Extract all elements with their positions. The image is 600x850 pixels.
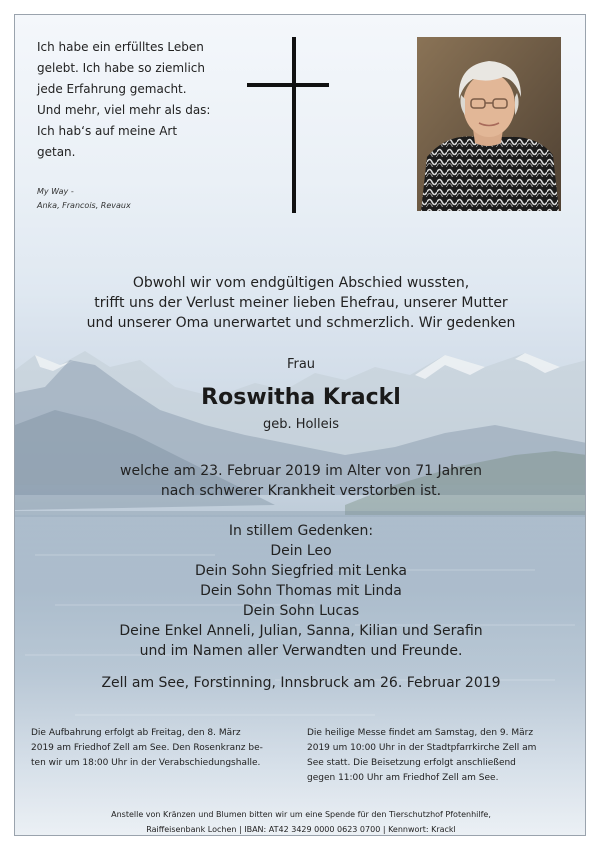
details-line: gegen 11:00 Uhr am Friedhof Zell am See.	[307, 773, 499, 783]
intro-line: und unserer Oma unerwartet und schmerzlich. Wir gedenken	[86, 315, 516, 331]
details-line: Die Aufbahrung erfolgt ab Freitag, den 8. März	[31, 728, 241, 738]
intro-line: trifft uns der Verlust meiner lieben Ehefrau, unserer Mutter	[94, 295, 508, 311]
mourner-line: Dein Sohn Thomas mit Linda	[200, 583, 402, 599]
deceased-name: Roswitha Krackl	[201, 385, 401, 410]
mourners-heading: In stillem Gedenken:	[228, 523, 374, 539]
poem-line: Ich hab‘s auf meine Art	[37, 124, 178, 138]
details-line: See statt. Die Beisetzung erfolgt anschließend	[307, 758, 516, 768]
intro-text	[15, 273, 586, 333]
mourner-line: Dein Sohn Siegfried mit Lenka	[194, 563, 407, 579]
mourners-list	[15, 521, 586, 661]
place-and-date: Zell am See, Forstinning, Innsbruck am 26. Februar 2019	[101, 675, 501, 691]
donation-bank-line: Raiffeisenbank Lochen | IBAN: AT42 3429 0000 0623 0700 | Kennwort: Krackl	[146, 825, 456, 834]
poem-line: jede Erfahrung gemacht.	[37, 82, 187, 96]
poem-quote	[37, 37, 237, 163]
details-line: ten wir um 18:00 Uhr in der Verabschiedungshalle.	[31, 758, 261, 768]
poem-credit	[37, 185, 131, 213]
poem-credit-authors: Anka, Francois, Revaux	[37, 201, 131, 210]
mourner-line: Dein Sohn Lucas	[242, 603, 360, 619]
salutation: Frau	[286, 357, 316, 372]
maiden-name: geb. Holleis	[262, 417, 340, 432]
cross-icon	[247, 37, 329, 213]
details-line: Die heilige Messe findet am Samstag, den 9. März	[307, 728, 534, 738]
details-line: 2019 am Friedhof Zell am See. Den Rosenkranz be-	[31, 743, 263, 753]
poem-line: gelebt. Ich habe so ziemlich	[37, 61, 205, 75]
death-notice	[15, 461, 586, 501]
obituary-card	[14, 14, 586, 836]
portrait-photo	[417, 37, 561, 211]
poem-credit-title: My Way -	[37, 187, 74, 196]
donation-line: Anstelle von Kränzen und Blumen bitten wir um eine Spende für den Tierschutzhof Pfotenhilfe,	[111, 810, 491, 819]
death-notice-line: welche am 23. Februar 2019 im Alter von 71 Jahren	[120, 463, 482, 479]
viewing-details	[31, 726, 299, 771]
intro-line: Obwohl wir vom endgültigen Abschied wussten,	[132, 275, 470, 291]
poem-line: Und mehr, viel mehr als das:	[37, 103, 211, 117]
mourner-line: Dein Leo	[270, 543, 332, 559]
mourner-line: und im Namen aller Verwandten und Freunde.	[139, 643, 463, 659]
poem-line: getan.	[37, 145, 76, 159]
poem-line: Ich habe ein erfülltes Leben	[37, 40, 204, 54]
donation-note	[15, 807, 586, 836]
service-details	[307, 726, 575, 786]
details-line: 2019 um 10:00 Uhr in der Stadtpfarrkirche Zell am	[307, 743, 537, 753]
death-notice-line: nach schwerer Krankheit verstorben ist.	[160, 483, 442, 499]
mourner-line: Deine Enkel Anneli, Julian, Sanna, Kilian und Serafin	[119, 623, 483, 639]
